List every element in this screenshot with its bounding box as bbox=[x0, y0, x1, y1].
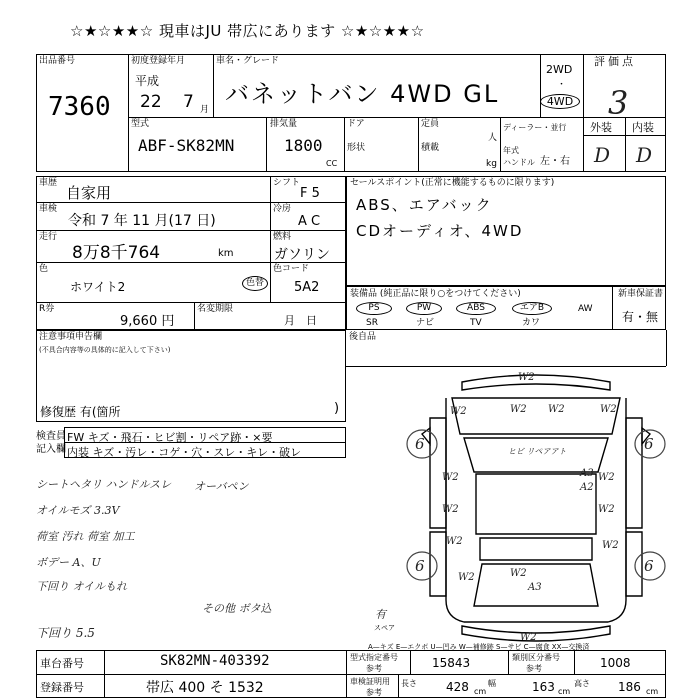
mark-9: W2 bbox=[598, 504, 615, 515]
tire-rr: 6 bbox=[644, 557, 654, 575]
new-car-cert-label: 新車保証書 bbox=[618, 289, 664, 299]
inspector-exterior: FW キズ・飛石・ヒビ割・リペア跡・×要 bbox=[67, 431, 273, 444]
header-banner: ☆★☆★★☆ 現車はJU 帯広にあります ☆★☆★★☆ bbox=[70, 22, 425, 40]
length-value: 428 bbox=[446, 680, 469, 694]
color-code-label: 色コード bbox=[273, 264, 310, 274]
car-name-label: 車名・グレード bbox=[216, 56, 280, 66]
hand-note-4: ボデー A、U bbox=[36, 556, 101, 569]
equip-sr: SR bbox=[366, 318, 378, 328]
height-label: 高さ bbox=[574, 679, 590, 688]
hand-note-6: 下回り 5.5 bbox=[36, 626, 95, 640]
model-value: ABF-SK82MN bbox=[138, 136, 235, 155]
first-reg-month-unit: 月 bbox=[200, 105, 210, 115]
usage-value: 自家用 bbox=[66, 184, 112, 202]
inspector-label1: 検査員 bbox=[36, 431, 66, 442]
capacity-label: 定員 bbox=[421, 119, 440, 129]
handle-label: ハンドル bbox=[503, 158, 535, 167]
opt-2wd: 2WD bbox=[546, 63, 573, 76]
type-num-value: 15843 bbox=[432, 656, 471, 670]
inspection-value: 令和 7 年 11 月(17 日) bbox=[68, 213, 216, 229]
notes-sub: (不具合内容等の具体的に記入して下さい) bbox=[39, 346, 171, 354]
equip-ps: PS bbox=[356, 302, 392, 315]
exterior-label: 外装 bbox=[590, 121, 612, 134]
interior-value: D bbox=[636, 143, 653, 167]
width-unit: cm bbox=[558, 687, 571, 696]
shift-value: F 5 bbox=[300, 186, 320, 201]
hand-note-3: 荷室 汚れ 荷室 加工 bbox=[36, 530, 135, 543]
first-reg-label: 初度登録年月 bbox=[131, 56, 186, 66]
mark-17: A2 bbox=[580, 482, 594, 493]
color-label: 色 bbox=[39, 264, 49, 274]
displacement-unit: CC bbox=[326, 159, 338, 168]
equip-navi: ナビ bbox=[416, 318, 435, 328]
mark-15: A3 bbox=[528, 582, 542, 593]
class-label: 類別区分番号 bbox=[512, 653, 560, 662]
inspector-label2: 記入欄 bbox=[36, 444, 66, 455]
opt-4wd: 4WD bbox=[540, 94, 580, 109]
usage-label: 車歴 bbox=[39, 178, 58, 188]
first-reg-year: 22 bbox=[140, 92, 162, 112]
shape-label: 形状 bbox=[347, 143, 366, 153]
mark-13: W2 bbox=[458, 572, 475, 583]
ac-label: 冷房 bbox=[273, 204, 292, 214]
interior-label: 内装 bbox=[632, 121, 654, 134]
color-change: 色替 bbox=[242, 276, 268, 291]
spare-value: 有 bbox=[375, 608, 386, 621]
cert-label: 車検証明用 bbox=[350, 677, 390, 686]
width-label: 幅 bbox=[488, 679, 496, 688]
equip-airbag: エアB bbox=[512, 302, 552, 315]
mark-10: W2 bbox=[446, 536, 463, 547]
grade-label: 評価点 bbox=[594, 55, 636, 68]
hand-note-2: オイルモズ 3.3V bbox=[36, 504, 120, 517]
shift-label: シフト bbox=[273, 178, 301, 188]
ac-value: A C bbox=[298, 214, 321, 229]
repair-history: 修復歴 有(箇所 bbox=[40, 405, 121, 419]
rear-seat-label: 後自品 bbox=[349, 332, 377, 342]
year-label: 年式 bbox=[503, 146, 519, 155]
equip-abs: ABS bbox=[456, 302, 496, 315]
mark-14: W2 bbox=[520, 632, 537, 643]
doors-label: ドア bbox=[347, 119, 365, 129]
new-car-cert-value: 有・無 bbox=[622, 310, 659, 324]
nameplate-label: 名変期限 bbox=[197, 304, 234, 314]
mark-7: W2 bbox=[598, 472, 615, 483]
equip-leather: カワ bbox=[522, 318, 541, 328]
model-label: 型式 bbox=[131, 119, 150, 129]
height-value: 186 bbox=[618, 680, 641, 694]
width-value: 163 bbox=[532, 680, 555, 694]
type-num-label: 型式指定番号 bbox=[350, 653, 398, 662]
color-value: ホワイト2 bbox=[70, 280, 126, 294]
displacement-label: 排気量 bbox=[270, 119, 298, 129]
equipment-label: 装備品 (純正品に限り○をつけてください) bbox=[350, 289, 521, 299]
car-name-value: バネットバン 4WD GL bbox=[225, 80, 500, 108]
windshield-note: ヒビ リペアアト bbox=[508, 447, 567, 456]
first-reg-month: 7 bbox=[183, 92, 194, 112]
mark-6: W2 bbox=[442, 472, 459, 483]
mileage-label: 走行 bbox=[39, 232, 58, 242]
mark-8: W2 bbox=[442, 504, 459, 515]
chassis-value: SK82MN-403392 bbox=[160, 653, 270, 669]
color-code-value: 5A2 bbox=[294, 280, 320, 295]
first-reg-era: 平成 bbox=[135, 74, 160, 88]
class-ref-label: 参考 bbox=[526, 664, 542, 673]
recycle-label: R券 bbox=[39, 304, 55, 314]
tire-fr: 6 bbox=[644, 435, 654, 453]
hand-note-1b: オーバペン bbox=[194, 480, 249, 493]
equip-tv: TV bbox=[470, 318, 482, 328]
height-unit: cm bbox=[646, 687, 659, 696]
grade-value: 3 bbox=[608, 84, 629, 122]
mileage-value: 8万8千764 bbox=[72, 243, 161, 263]
load-label: 積載 bbox=[421, 143, 440, 153]
spare-label: スペア bbox=[374, 624, 395, 632]
equip-aw: AW bbox=[578, 304, 593, 314]
inspector-interior: 内装 キズ・汚レ・コゲ・穴・スレ・キレ・破レ bbox=[67, 446, 302, 459]
hand-note-7: その他 ボタ込 bbox=[202, 602, 272, 615]
chassis-label: 車台番号 bbox=[40, 657, 84, 670]
mark-16: A3 bbox=[580, 468, 594, 479]
mark-3: W2 bbox=[510, 404, 527, 415]
tire-fl: 6 bbox=[415, 435, 425, 453]
car-damage-diagram bbox=[402, 368, 670, 650]
mark-11: W2 bbox=[602, 540, 619, 551]
tire-rl: 6 bbox=[415, 557, 425, 575]
lot-label: 出品番号 bbox=[39, 56, 76, 66]
mark-1: W2 bbox=[518, 372, 535, 383]
registration-label: 登録番号 bbox=[40, 681, 84, 694]
handle-value: 左・右 bbox=[540, 156, 570, 167]
inspection-label: 車検 bbox=[39, 204, 58, 214]
nameplate-sub: 月 日 bbox=[284, 314, 317, 327]
sales-point-line2: CDオーディオ、4WD bbox=[356, 222, 524, 240]
hand-note-1: シートヘタリ ハンドルスレ bbox=[36, 478, 172, 491]
lot-number: 7360 bbox=[48, 92, 111, 122]
length-label: 長さ bbox=[401, 679, 417, 688]
cert-ref-label: 参考 bbox=[366, 688, 382, 697]
type-ref-label: 参考 bbox=[366, 664, 382, 673]
dealer-label: ディーラー・並行 bbox=[503, 123, 567, 132]
equip-pw: PW bbox=[406, 302, 442, 315]
notes-label: 注意事項申告欄 bbox=[39, 332, 103, 342]
fuel-value: ガソリン bbox=[274, 247, 330, 263]
capacity-unit: 人 bbox=[488, 133, 498, 143]
hand-note-5: 下回り オイルもれ bbox=[36, 580, 127, 593]
mark-2: W2 bbox=[450, 406, 467, 417]
mark-4: W2 bbox=[548, 404, 565, 415]
mark-5: W2 bbox=[600, 404, 617, 415]
load-unit: kg bbox=[486, 159, 497, 169]
length-unit: cm bbox=[474, 687, 487, 696]
recycle-value: 9,660 円 bbox=[120, 314, 175, 329]
class-value: 1008 bbox=[600, 656, 631, 670]
sales-point-label: セールスポイント(正常に機能するものに限ります) bbox=[350, 178, 555, 188]
damage-legend: A—キズ E—エクボ U—凹み W—補修跡 S—サビ C—腐食 XX—交換済 bbox=[368, 643, 590, 651]
exterior-value: D bbox=[594, 143, 611, 167]
registration-value: 帯広 400 そ 1532 bbox=[146, 680, 264, 696]
displacement-value: 1800 bbox=[284, 136, 323, 155]
mark-12: W2 bbox=[510, 568, 527, 579]
repair-history-end: ) bbox=[334, 401, 340, 416]
fuel-label: 燃料 bbox=[273, 232, 292, 242]
sales-point-line1: ABS、エアバック bbox=[356, 196, 493, 214]
mileage-unit: km bbox=[218, 248, 234, 259]
